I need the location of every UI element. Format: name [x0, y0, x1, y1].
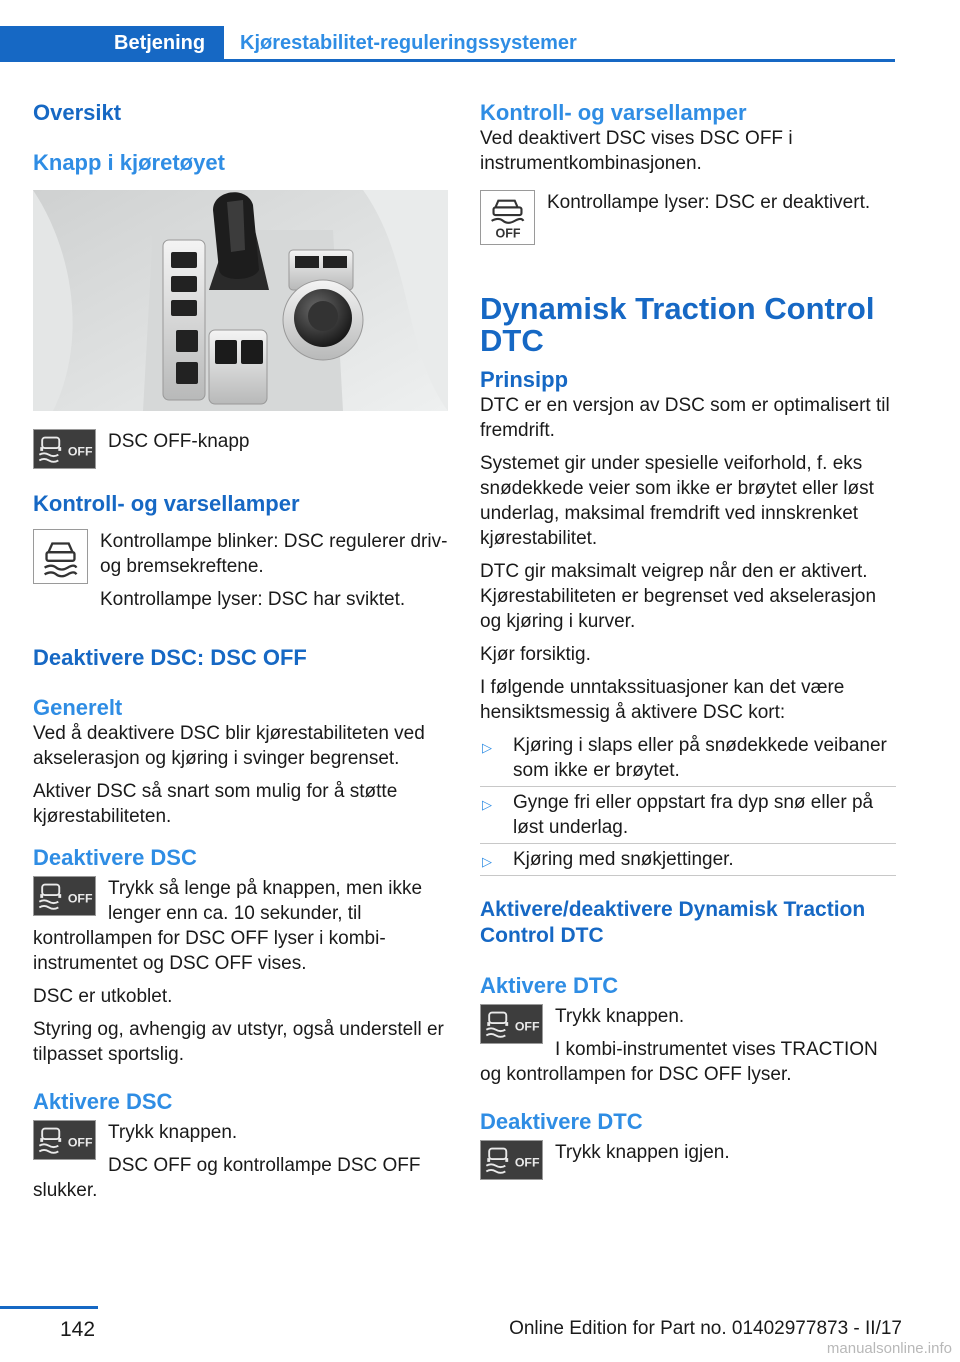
dsc-off-button-icon: [480, 1140, 543, 1180]
deaktivere-dtc-para-1: Trykk knappen igjen.: [555, 1142, 730, 1163]
watermark: manualsonline.info: [826, 1340, 952, 1357]
heading-knapp: Knapp i kjøretøyet: [33, 150, 225, 175]
heading-oversikt: Oversikt: [33, 100, 122, 125]
dsc-off-caption: DSC OFF-knapp: [108, 431, 250, 452]
heading-aktivere-dsc: Aktivere DSC: [33, 1089, 173, 1114]
list-item: ▷ Kjøring med snøkjettinger.: [480, 847, 896, 872]
aktivere-dsc-para-1: Trykk knappen.: [108, 1122, 238, 1143]
dsc-off-button-icon: [33, 429, 96, 469]
chapter-tab[interactable]: Betjening: [0, 26, 224, 62]
page-number: 142: [60, 1318, 96, 1341]
deaktivere-dsc-para-3: Styring og, avhengig av utstyr, også understell er tilpasset sportslig.: [33, 1019, 444, 1065]
dsc-off-icon-label: OFF: [514, 1019, 540, 1034]
heading-kontroll-left: Kontroll- og varsellamper: [33, 491, 300, 516]
dsc-off-icon-label: OFF: [67, 891, 93, 906]
prinsipp-para-1: DTC er en versjon av DSC som er optimalisert til fremdrift.: [480, 395, 890, 441]
right-column: [480, 100, 896, 1180]
dsc-off-button-icon: [480, 1004, 543, 1044]
kontroll-lyser-deaktivert: Kontrollampe lyser: DSC er deaktivert.: [547, 192, 871, 213]
kontroll-text-blinker: Kontrollampe blinker: DSC regulerer driv- og bremsekreftene.: [100, 531, 448, 577]
footer-rule: [0, 1306, 98, 1309]
prinsipp-para-2: Systemet gir under spesielle veiforhold, f. eks snødekkede veier som ikke er brøytet eller løst underlag, maksimal fremdrift ved innskrenket kjørestabilitet.: [480, 453, 874, 549]
heading-deaktivere-dsc-off: Deaktivere DSC: DSC OFF: [33, 645, 307, 670]
heading-aktivere-deaktivere-dtc: Aktivere/deaktivere Dynamisk Traction Control DTC: [480, 898, 866, 947]
prinsipp-para-5: I følgende unntakssituasjoner kan det være hensiktsmessig å aktivere DSC kort:: [480, 677, 845, 723]
deaktivere-dsc-para-1: Trykk så lenge på knappen, men ikke lenger enn ca. 10 sekunder, til kontrollampen for DSC OFF lyser i kombi-instrumentet og DSC OFF vises.: [33, 878, 423, 974]
kontroll-text-lyser: Kontrollampe lyser: DSC har sviktet.: [100, 589, 406, 610]
dsc-off-lamp-icon: [480, 190, 535, 245]
dsc-off-icon-label: OFF: [514, 1155, 540, 1170]
triangle-bullet-icon: ▷: [482, 797, 492, 812]
dsc-off-lamp-label: OFF: [495, 226, 521, 241]
deaktivere-dsc-para-2: DSC er utkoblet.: [33, 986, 173, 1007]
heading-aktivere-dtc: Aktivere DTC: [480, 973, 619, 998]
triangle-bullet-icon: ▷: [482, 740, 492, 755]
aktivere-dtc-para-1: Trykk knappen.: [555, 1006, 685, 1027]
header-rule: [0, 59, 895, 62]
dsc-off-icon-label: OFF: [67, 1135, 93, 1150]
list-item: ▷ Kjøring i slaps eller på snødekkede veibaner som ikke er brøytet.: [480, 733, 896, 783]
gear-console-photo: [33, 190, 448, 411]
kontroll-intro: Ved deaktivert DSC vises DSC OFF i instrumentkombinasjonen.: [480, 128, 793, 174]
chapter-tab-bar: [0, 26, 895, 62]
dsc-off-button-icon: [33, 876, 96, 916]
exception-list: [480, 733, 896, 872]
dsc-off-icon-label: OFF: [67, 444, 93, 459]
heading-deaktivere-dsc: Deaktivere DSC: [33, 845, 197, 870]
heading-dtc: Dynamisk Traction Control DTC: [480, 291, 875, 358]
left-column: [33, 100, 448, 1211]
list-item: ▷ Gynge fri eller oppstart fra dyp snø eller på løst underlag.: [480, 790, 896, 840]
heading-deaktivere-dtc: Deaktivere DTC: [480, 1109, 643, 1134]
heading-prinsipp: Prinsipp: [480, 367, 569, 392]
aktivere-dtc-para-2: I kombi-instrumentet vises TRACTION og kontrollampen for DSC OFF lyser.: [480, 1039, 878, 1085]
section-tab[interactable]: Kjørestabilitet-reguleringssystemer: [240, 32, 577, 54]
prinsipp-para-3: DTC gir maksimalt veigrep når den er aktivert. Kjørestabiliteten er begrenset ved akselerasjon og kjøring i kurver.: [480, 561, 877, 632]
dsc-warning-lamp-icon: [33, 529, 88, 584]
aktivere-dsc-para-2: DSC OFF og kontrollampe DSC OFF slukker.: [33, 1155, 421, 1201]
edition-note: Online Edition for Part no. 01402977873 - II/17: [509, 1318, 902, 1339]
heading-generelt: Generelt: [33, 695, 123, 720]
generelt-para-1: Ved å deaktivere DSC blir kjørestabiliteten ved akselerasjon og kjøring i svinger begrenset.: [33, 723, 425, 769]
generelt-para-2: Aktiver DSC så snart som mulig for å støtte kjørestabiliteten.: [33, 781, 398, 827]
dsc-off-button-icon: [33, 1120, 96, 1160]
triangle-bullet-icon: ▷: [482, 854, 492, 869]
prinsipp-para-4: Kjør forsiktig.: [480, 644, 591, 665]
heading-kontroll-right: Kontroll- og varsellamper: [480, 100, 747, 125]
